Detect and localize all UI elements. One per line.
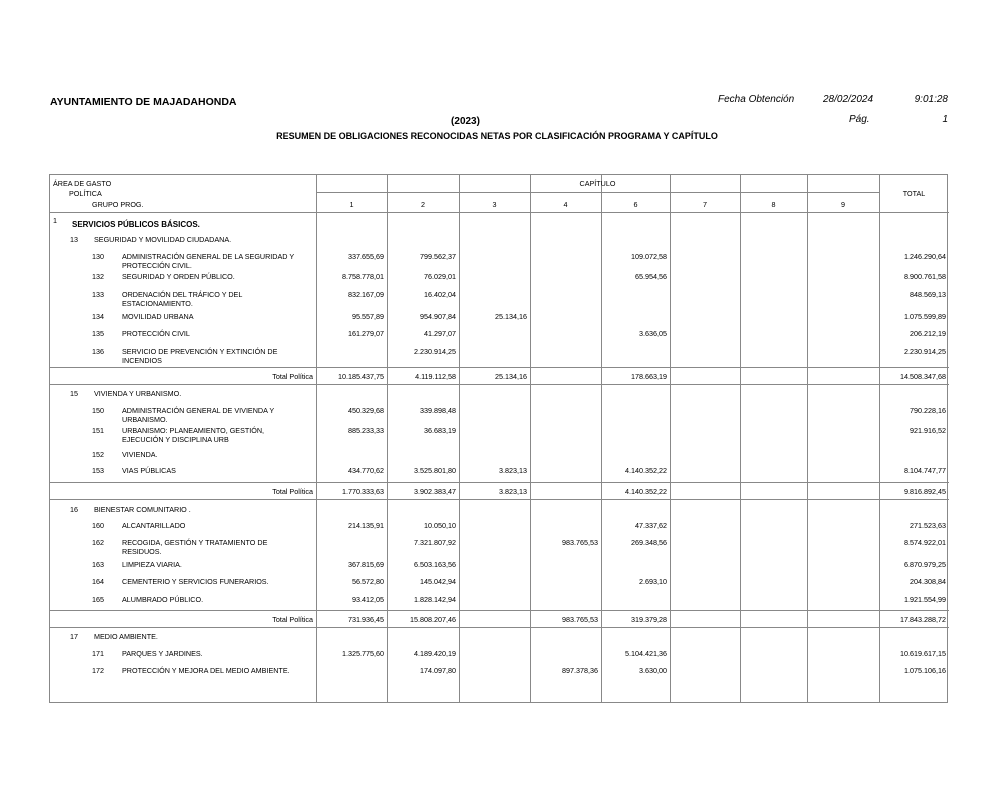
program-name: PROTECCIÓN CIVIL xyxy=(122,329,190,338)
total-politica-total: 14.508.347,68 xyxy=(900,372,946,381)
program-code: 164 xyxy=(92,577,104,586)
total-politica-c4: 983.765,53 xyxy=(562,615,598,624)
program-total: 1.921.554,99 xyxy=(904,595,946,604)
program-code: 160 xyxy=(92,521,104,530)
page-number: 1 xyxy=(942,114,948,125)
program-c1: 8.758.778,01 xyxy=(342,272,384,281)
program-c6: 65.954,56 xyxy=(635,272,667,281)
policy-code: 16 xyxy=(70,505,78,514)
total-politica-c1: 10.185.437,75 xyxy=(338,372,384,381)
program-c1: 885.233,33 xyxy=(348,426,384,435)
header-chapter-1: 1 xyxy=(349,200,354,209)
program-c2: 1.828.142,94 xyxy=(414,595,456,604)
total-politica-c2: 15.808.207,46 xyxy=(410,615,456,624)
total-politica-c6: 178.663,19 xyxy=(631,372,667,381)
column-divider xyxy=(459,175,460,702)
program-c1: 93.412,05 xyxy=(352,595,384,604)
program-c1: 367.815,69 xyxy=(348,560,384,569)
total-politica-c3: 25.134,16 xyxy=(495,372,527,381)
program-c6: 2.693,10 xyxy=(639,577,667,586)
program-name: ORDENACIÓN DEL TRÁFICO Y DEL ESTACIONAMIENTO. xyxy=(122,290,243,308)
total-politica-c3: 3.823,13 xyxy=(499,487,527,496)
header-total: TOTAL xyxy=(902,189,926,198)
policy-code: 13 xyxy=(70,235,78,244)
program-code: 136 xyxy=(92,347,104,356)
program-code: 130 xyxy=(92,252,104,261)
program-c2: 76.029,01 xyxy=(424,272,456,281)
header-chapter-4: 4 xyxy=(563,200,568,209)
program-name: PARQUES Y JARDINES. xyxy=(122,649,203,658)
column-divider xyxy=(670,175,671,702)
total-politica-c2: 3.902.383,47 xyxy=(414,487,456,496)
program-name: VIAS PÚBLICAS xyxy=(122,466,176,475)
program-c2: 145.042,94 xyxy=(420,577,456,586)
policy-code: 17 xyxy=(70,632,78,641)
header-chapter-6: 6 xyxy=(633,200,638,209)
header-divider xyxy=(316,192,879,193)
program-total: 921.916,52 xyxy=(910,426,946,435)
program-total: 206.212,19 xyxy=(910,329,946,338)
program-c1: 95.557,89 xyxy=(352,312,384,321)
program-name: PROTECCIÓN Y MEJORA DEL MEDIO AMBIENTE. xyxy=(122,666,290,675)
time-value: 9:01:28 xyxy=(914,94,948,105)
program-c1: 450.329,68 xyxy=(348,406,384,415)
policy-name: MEDIO AMBIENTE. xyxy=(94,632,158,641)
program-c1: 434.770,62 xyxy=(348,466,384,475)
program-code: 165 xyxy=(92,595,104,604)
area-name: SERVICIOS PÚBLICOS BÁSICOS. xyxy=(72,220,200,229)
program-c3: 3.823,13 xyxy=(499,466,527,475)
program-c2: 41.297,07 xyxy=(424,329,456,338)
program-code: 152 xyxy=(92,450,104,459)
program-c4: 897.378,36 xyxy=(562,666,598,675)
program-c6: 3.630,00 xyxy=(639,666,667,675)
program-name: CEMENTERIO Y SERVICIOS FUNERARIOS. xyxy=(122,577,269,586)
total-bottom-line xyxy=(50,499,949,500)
total-politica-label: Total Política xyxy=(272,487,313,496)
program-code: 134 xyxy=(92,312,104,321)
program-code: 162 xyxy=(92,538,104,547)
program-total: 2.230.914,25 xyxy=(904,347,946,356)
header-chapter-2: 2 xyxy=(421,200,425,209)
total-politica-c1: 731.936,45 xyxy=(348,615,384,624)
report-table xyxy=(49,174,948,703)
program-total: 1.246.290,64 xyxy=(904,252,946,261)
program-total: 204.308,84 xyxy=(910,577,946,586)
program-code: 133 xyxy=(92,290,104,299)
header-chapter-3: 3 xyxy=(492,200,497,209)
header-chapter-9: 9 xyxy=(841,200,845,209)
program-c2: 16.402,04 xyxy=(424,290,456,299)
program-code: 163 xyxy=(92,560,104,569)
total-politica-c2: 4.119.112,58 xyxy=(415,372,456,381)
program-c2: 799.562,37 xyxy=(420,252,456,261)
program-c4: 983.765,53 xyxy=(562,538,598,547)
program-total: 8.900.761,58 xyxy=(904,272,946,281)
program-c2: 954.907,84 xyxy=(420,312,456,321)
header-chapter-7: 7 xyxy=(703,200,707,209)
program-total: 8.104.747,77 xyxy=(904,466,946,475)
program-c1: 832.167,09 xyxy=(348,290,384,299)
program-c1: 337.655,69 xyxy=(348,252,384,261)
header-area: ÁREA DE GASTO xyxy=(53,179,112,188)
program-name: SERVICIO DE PREVENCIÓN Y EXTINCIÓN DE INCENDIOS xyxy=(122,347,278,365)
report-title: RESUMEN DE OBLIGACIONES RECONOCIDAS NETAS POR CLASIFICACIÓN PROGRAMA Y CAPÍTULO xyxy=(276,131,718,141)
total-politica-total: 9.816.892,45 xyxy=(904,487,946,496)
area-code: 1 xyxy=(53,216,57,225)
total-politica-label: Total Política xyxy=(272,615,313,624)
policy-name: BIENESTAR COMUNITARIO . xyxy=(94,505,191,514)
policy-code: 15 xyxy=(70,389,78,398)
program-c2: 6.503.163,56 xyxy=(414,560,456,569)
program-name: MOVILIDAD URBANA xyxy=(122,312,194,321)
program-c2: 339.898,48 xyxy=(420,406,456,415)
program-total: 6.870.979,25 xyxy=(904,560,946,569)
program-c2: 10.050,10 xyxy=(424,521,456,530)
date-value: 28/02/2024 xyxy=(823,94,874,105)
total-bottom-line xyxy=(50,627,949,628)
organization-name: AYUNTAMIENTO DE MAJADAHONDA xyxy=(50,96,237,108)
program-total: 271.523,63 xyxy=(910,521,946,530)
program-c6: 109.072,58 xyxy=(631,252,667,261)
total-politica-c1: 1.770.333,63 xyxy=(342,487,384,496)
program-c1: 161.279,07 xyxy=(348,329,384,338)
program-c6: 47.337,62 xyxy=(635,521,667,530)
program-c2: 174.097,80 xyxy=(420,666,456,675)
program-total: 8.574.922,01 xyxy=(904,538,946,547)
program-c6: 269.348,56 xyxy=(631,538,667,547)
program-name: LIMPIEZA VIARIA. xyxy=(122,560,182,569)
program-c2: 3.525.801,80 xyxy=(414,466,456,475)
total-divider xyxy=(50,367,949,368)
program-c6: 5.104.421,36 xyxy=(625,649,667,658)
total-divider xyxy=(50,610,949,611)
report-year: (2023) xyxy=(451,116,480,127)
program-name: URBANISMO: PLANEAMIENTO, GESTIÓN, EJECUCIÓN Y DISCIPLINA URB xyxy=(122,426,265,444)
program-c2: 4.189.420,19 xyxy=(414,649,456,658)
policy-name: VIVIENDA Y URBANISMO. xyxy=(94,389,182,398)
program-code: 172 xyxy=(92,666,104,675)
program-name: ALUMBRADO PÚBLICO. xyxy=(122,595,204,604)
program-c3: 25.134,16 xyxy=(495,312,527,321)
program-total: 790.228,16 xyxy=(910,406,946,415)
header-capitulo: CAPÍTULO xyxy=(579,179,616,188)
column-divider xyxy=(740,175,741,702)
program-code: 153 xyxy=(92,466,104,475)
program-name: VIVIENDA. xyxy=(122,450,158,459)
program-c2: 2.230.914,25 xyxy=(414,347,456,356)
page-label: Pág. xyxy=(849,114,870,125)
total-politica-total: 17.843.288,72 xyxy=(900,615,946,624)
total-bottom-line xyxy=(50,384,949,385)
program-name: SEGURIDAD Y ORDEN PÚBLICO. xyxy=(122,272,235,281)
program-c1: 214.135,91 xyxy=(348,521,384,530)
program-code: 132 xyxy=(92,272,104,281)
program-total: 1.075.599,89 xyxy=(904,312,946,321)
program-name: ALCANTARILLADO xyxy=(122,521,186,530)
header-politica: POLÍTICA xyxy=(69,189,102,198)
program-name: RECOGIDA, GESTIÓN Y TRATAMIENTO DE RESIDUOS. xyxy=(122,538,268,556)
program-c2: 36.683,19 xyxy=(424,426,456,435)
date-label: Fecha Obtención xyxy=(718,94,795,105)
program-c6: 4.140.352,22 xyxy=(625,466,667,475)
total-politica-label: Total Política xyxy=(272,372,313,381)
program-total: 10.619.617,15 xyxy=(900,649,946,658)
program-total: 848.569,13 xyxy=(910,290,946,299)
program-c2: 7.321.807,92 xyxy=(414,538,456,547)
program-c6: 3.636,05 xyxy=(639,329,667,338)
total-politica-c6: 4.140.352,22 xyxy=(625,487,667,496)
program-c1: 56.572,80 xyxy=(352,577,384,586)
program-name: ADMINISTRACIÓN GENERAL DE LA SEGURIDAD Y PROTECCIÓN CIVIL. xyxy=(122,252,295,270)
header-bottom-line xyxy=(50,212,949,213)
header-chapter-8: 8 xyxy=(771,200,776,209)
total-divider xyxy=(50,482,949,483)
column-divider xyxy=(807,175,808,702)
program-name: ADMINISTRACIÓN GENERAL DE VIVIENDA Y URBANISMO. xyxy=(122,406,275,424)
program-code: 151 xyxy=(92,426,104,435)
program-code: 171 xyxy=(92,649,104,658)
header-grupo: GRUPO PROG. xyxy=(92,200,144,209)
program-code: 135 xyxy=(92,329,104,338)
total-politica-c6: 319.379,28 xyxy=(631,615,667,624)
program-c1: 1.325.775,60 xyxy=(342,649,384,658)
program-total: 1.075.106,16 xyxy=(904,666,946,675)
program-code: 150 xyxy=(92,406,104,415)
policy-name: SEGURIDAD Y MOVILIDAD CIUDADANA. xyxy=(94,235,232,244)
